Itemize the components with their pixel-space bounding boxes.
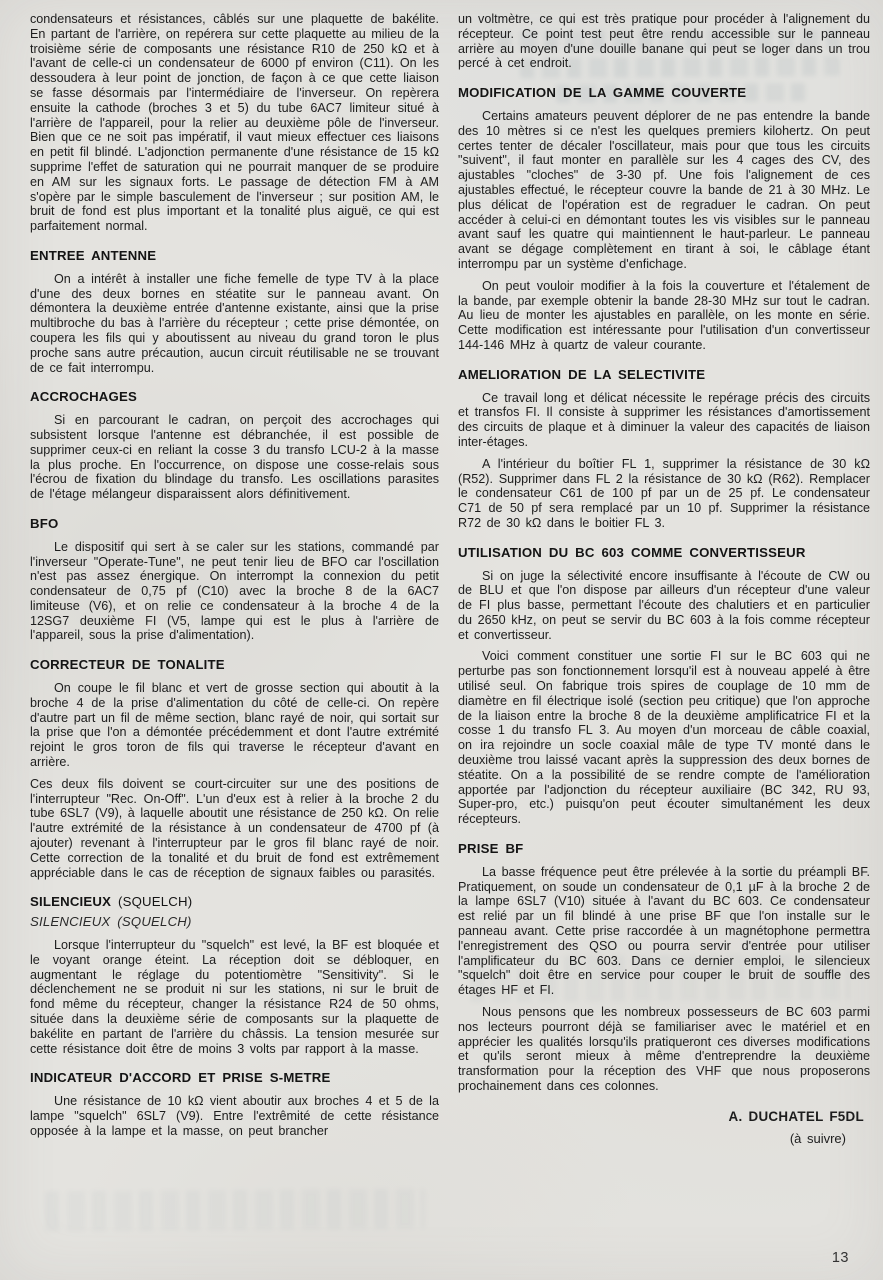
- body-paragraph: Une résistance de 10 kΩ vient aboutir aux broches 4 et 5 de la lampe "squelch" 6SL7 (V9). Entre l'extrêmité de cette résistance opposée à la lampe et la masse, on peut brancher: [30, 1094, 439, 1138]
- heading-normal-part: (SQUELCH): [111, 894, 193, 910]
- body-paragraph: On coupe le fil blanc et vert de grosse section qui aboutit à la broche 4 de la prise d'alimentation du côté de celle-ci. On repère d'autre part un fil de même section, blanc rayé de noir, qui sortait sur la prise que l'on a démontée précédemment et dont l'autre extrémité rejoint le gros toron de fils qui traverse le récepteur d'avant en arrière.: [30, 681, 439, 770]
- body-paragraph: Lorsque l'interrupteur du "squelch" est levé, la BF est bloquée et le voyant orange éteint. La réception doit se débloquer, en augmentant le réglage du potentiomètre "Sensitivity". Si le déclenchement ne se produit ni sur les stations, ni sur le bruit de fond même du récepteur, changer la résistance R24 de 50 ohms, située dans la deuxième série de composants sur la plaquette de bakélite en partant de l'arrière du châssis. La tension mesurée sur cette résistance doit être de moins 3 volts par rapport à la masse.: [30, 938, 439, 1056]
- section-heading: CORRECTEUR DE TONALITE: [30, 657, 225, 673]
- body-paragraph: La basse fréquence peut être prélevée à la sortie du préampli BF. Pratiquement, on soude un condensateur de 0,1 µF à la broche 2 de la lampe 6SL7 (V10) située à l'avant du BC 603. Ce condensateur est relié par un fil blindé à une prise BF que l'on installe sur le panneau avant. Cette prise raccordée à un magnétophone permettra l'enregistrement des QSO ou pourra servir d'entrée pour utiliser l'amplificateur du BC 603. Dans ce dernier emploi, le silencieux "squelch" doit être en service pour couper le bruit de souffle des étages HF et FI.: [458, 864, 870, 998]
- column-left: [30, 12, 439, 1146]
- body-paragraph: Ce travail long et délicat nécessite le repérage précis des circuits et transfos FI. Il consiste à supprimer les résistances d'amortissement des circuits de plaque et à diminuer la valeur des capacités de liaison inter-étages.: [458, 390, 870, 449]
- column-right: [458, 12, 870, 1146]
- section-heading: ACCROCHAGES: [30, 389, 137, 405]
- body-paragraph: Ces deux fils doivent se court-circuiter sur une des positions de l'interrupteur "Rec. On-Off". L'un d'eux est à relier à la broche 2 du tube 6SL7 (V9), à laquelle aboutit une résistance de 250 kΩ. On relie l'autre extrémité de la résistance à un condensateur de 4700 pf (à ajouter) revenant à l'interrupteur par le gros fil blanc rayé de noir. Cette correction de la tonalité et du bruit de fond est extrêmement appréciable dans le cas de réception de signaux faibles ou parasités.: [30, 776, 439, 880]
- section-heading: BFO: [30, 515, 59, 531]
- heading-bold-part: SILENCIEUX: [30, 894, 112, 910]
- body-paragraph: Certains amateurs peuvent déplorer de ne pas entendre la bande des 10 mètres si ce n'est les quelques premiers kilohertz. On peut certes tenter de décaler l'oscillateur, mais pour que tous les circuits "suivent", il faut monter en parallèle sur les 4 cages des CV, des ajustables "cloches" de 3-30 pf. Une fois l'alignement de ces ajustables effectué, le récepteur couvre la bande de 21 à 30 MHz. Le plus délicat de l'opération est de regraduer le cadran. On peut accéder à celui-ci en démontant toutes les vis visibles sur le panneau avant sauf les quatre qui maintiennent le haut-parleur. Le panneau avant se dégage complètement en tirant à soi, le câblage étant interrompu par un système d'enfichage.: [458, 108, 870, 271]
- body-paragraph: Voici comment constituer une sortie FI sur le BC 603 qui ne perturbe pas son fonctionnement lorsqu'il est à nouveau appelé à être utilisé seul. On fabrique trois spires de couplage de 10 mm de diamètre en fil électrique isolé (section peu critique) que l'on approche de la liaison entre la broche 8 de la deuxième amplificatrice FI et la cosse 1 du transfo FL 3. Au moyen d'un morceau de câble coaxial, on ira rejoindre un socle coaxial mâle de type TV monté dans le deuxième trou laissé vacant après la suppression des deux bornes de stéatite. On a la possibilité de se rendre compte de l'amélioration apportée par l'adjonction du récepteur auxiliaire (BC 342, RU 93, Super-pro, etc.) puisqu'on peut écouter simultanément les deux récepteurs.: [458, 649, 870, 827]
- body-paragraph: Si on juge la sélectivité encore insuffisante à l'écoute de CW ou de BLU et que l'on dispose par ailleurs d'un récepteur d'une valeur de FI plus basse, permettant l'écoute des chalutiers et en particulier du 2650 kHz, on peut se servir du BC 603 à la fois comme récepteur et convertisseur.: [458, 568, 870, 642]
- body-paragraph: un voltmètre, ce qui est très pratique pour procéder à l'alignement du récepteur. Ce point test peut être rendu accessible sur le panneau arrière au moyen d'une douille banane qui peut se loger dans un trou percé à cet endroit.: [458, 12, 870, 71]
- author-signature: A. DUCHATEL F5DL: [728, 1108, 864, 1124]
- section-heading-italic: SILENCIEUX (SQUELCH): [30, 914, 192, 930]
- body-paragraph: A l'intérieur du boîtier FL 1, supprimer la résistance de 30 kΩ (R52). Supprimer dans FL 2 la résistance de 30 kΩ (R62). Remplacer le condensateur C61 de 100 pf par un de 25 pf. Le condensateur C71 de 50 pf sera remplacé par un 10 pf. Supprimer la résistance R72 de 30 kΩ dans le boitier FL 3.: [458, 456, 870, 530]
- to-be-continued-note: (à suivre): [789, 1130, 846, 1146]
- body-paragraph: condensateurs et résistances, câblés sur une plaquette de bakélite. En partant de l'arrière, on repérera sur cette plaquette au milieu de la troisième série de composants une résistance R10 de 250 kΩ et à l'avant de celle-ci un condensateur de 6000 pf environ (C11). On les dessoudera à leur point de jonction, de façon à ce que cette liaison se fasse désormais par l'intermédiaire de l'inverseur. On repèrera ensuite la cathode (broches 3 et 5) du tube 6AC7 limiteur situé à l'arrière de l'appareil, pour la relier au deuxième pôle de l'inverseur. Bien que ce ne soit pas impératif, il vaut mieux effectuer ces liaisons en petit fil blindé. L'adjonction permanente d'une résistance de 15 kΩ supprime l'effet de saturation qui ne pourrait manquer de se produire en AM sur les signaux forts. Le passage de détection FM à AM s'opère par le simple basculement de l'inverseur ; sur position AM, le bruit de fond est plus important et la tonalité plus aiguë, ce qui est parfaitement normal.: [30, 12, 439, 234]
- section-heading: UTILISATION DU BC 603 COMME CONVERTISSEUR: [458, 544, 806, 560]
- section-heading: INDICATEUR D'ACCORD ET PRISE S-METRE: [30, 1070, 331, 1086]
- ghost-print-artifact: [45, 1189, 425, 1232]
- page-number: 13: [831, 1250, 849, 1266]
- body-paragraph: On peut vouloir modifier à la fois la couverture et l'étalement de la bande, par exemple obtenir la bande 28-30 MHz sur tout le cadran. Au lieu de monter les ajustables en parallèle, on les monte en série. Cette modification est intéressante pour l'utilisation d'un convertisseur 144-146 MHz à quartz de valeur courante.: [458, 278, 870, 352]
- body-paragraph: Le dispositif qui sert à se caler sur les stations, commandé par l'inverseur "Operate-Tune", ne peut tenir lieu de BFO car l'oscillation n'est pas assez énergique. On interrompt la connexion du petit condensateur de 0,75 pf (C10) avec la broche 8 de la 6AC7 limiteuse (V6), et on relie ce condensateur à la broche 4 de la 12SG7 deuxième FI (V5, lampe qui est le plus à l'arrière de l'appareil, sous la prise d'alimentation).: [30, 539, 439, 643]
- section-heading: [30, 895, 439, 910]
- section-heading: MODIFICATION DE LA GAMME COUVERTE: [458, 85, 747, 101]
- section-heading: ENTREE ANTENNE: [30, 247, 157, 263]
- section-heading: AMELIORATION DE LA SELECTIVITE: [458, 366, 706, 382]
- body-paragraph: Si en parcourant le cadran, on perçoit des accrochages qui subsistent lorsque l'antenne est débranchée, il est possible de supprimer ceux-ci en reliant la cosse 3 du transfo LCU-2 à la masse la plus proche. En l'occurrence, on dispose une cosse-relais sous l'écrou de fixation du blindage du transfo. Les oscillations parasites de l'étage mélangeur disparaissent alors définitivement.: [30, 413, 439, 502]
- body-paragraph: Nous pensons que les nombreux possesseurs de BC 603 parmi nos lecteurs pourront déjà se familiariser avec le matériel et en apprécier les qualités lorsqu'ils pratiqueront ces diverses modifications et qu'ils seront mieux à même d'entreprendre la deuxième transformation pour la réception des VHF que nous proposerons prochainement dans ces colonnes.: [458, 1005, 870, 1093]
- body-paragraph: On a intérêt à installer une fiche femelle de type TV à la place d'une des deux bornes en stéatite sur le panneau avant. On démontera la deuxième entrée d'antenne existante, ainsi que la prise multibroche du bas à l'arrière du récepteur ; cette prise démontée, on coupera les fils qui y aboutissent au niveau du grand toron le plus proche sans autre précaution, aucun circuit réutilisable ne se trouvant de ce fait interrompu.: [30, 271, 439, 375]
- section-heading: PRISE BF: [458, 841, 524, 857]
